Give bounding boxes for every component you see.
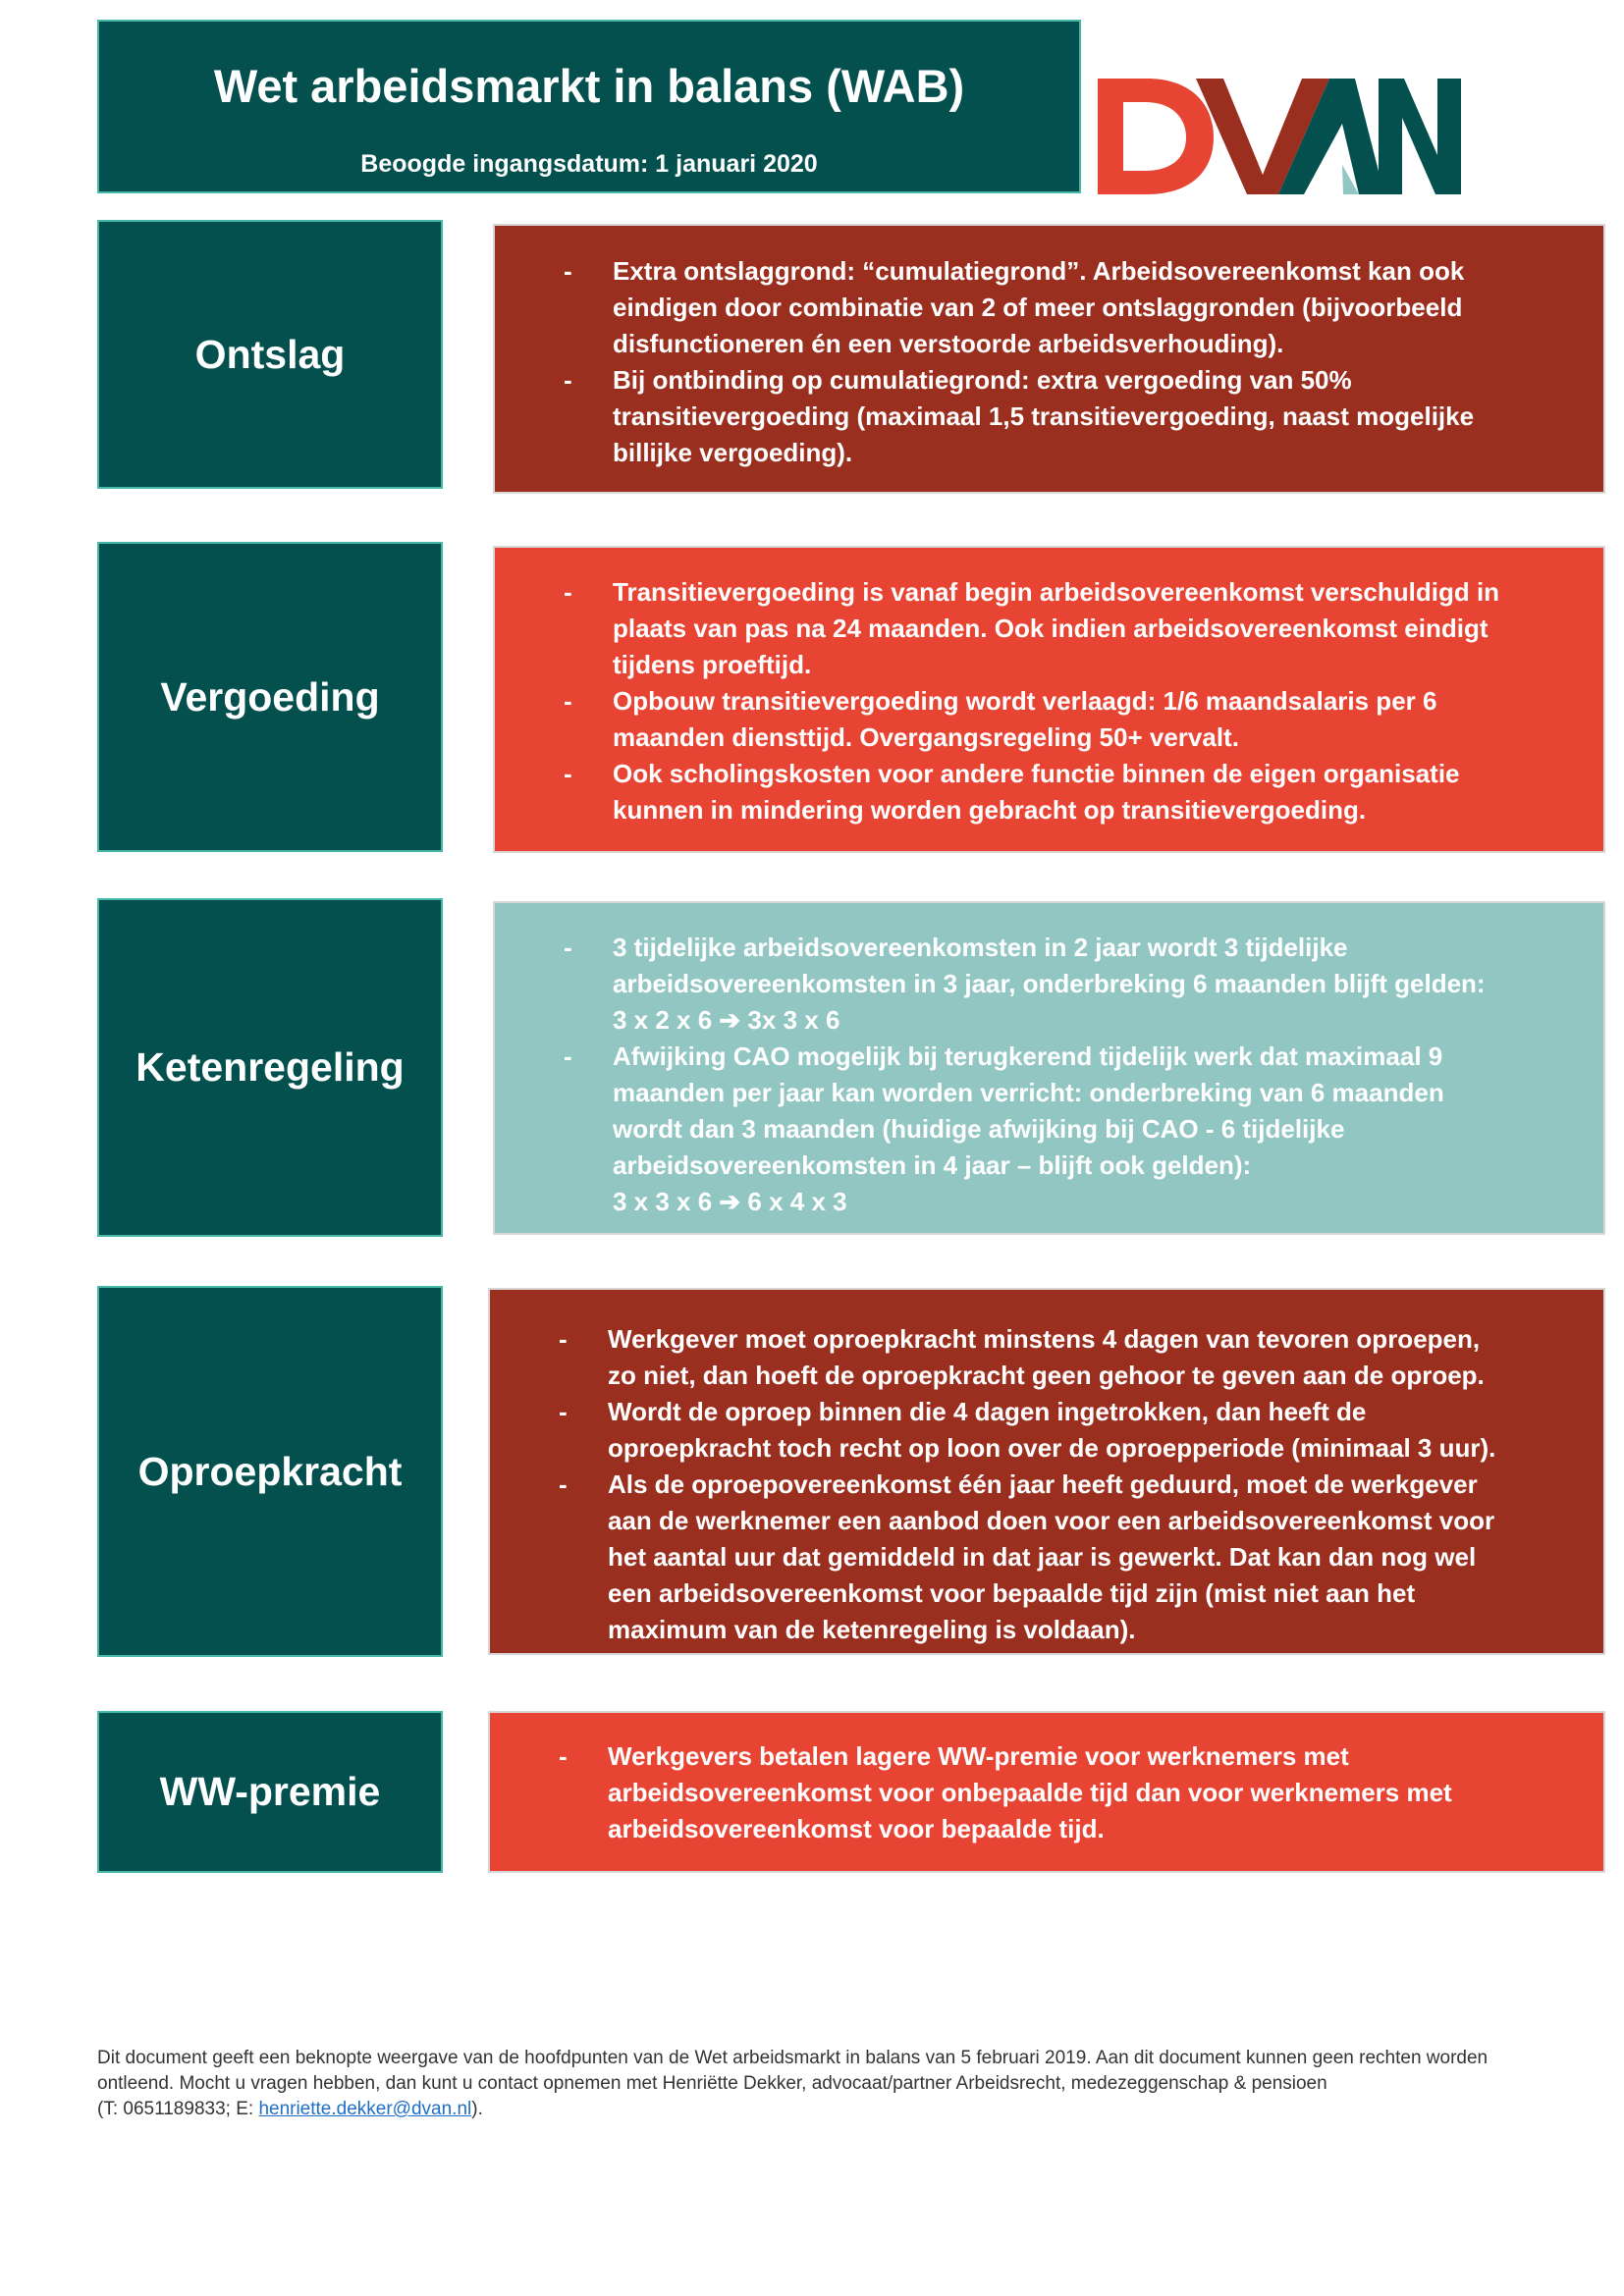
document-subtitle: Beoogde ingangsdatum: 1 januari 2020: [360, 150, 818, 178]
bullet-dash: -: [559, 1397, 568, 1426]
bullet-dash: -: [559, 1324, 568, 1354]
bullet-dash: -: [564, 365, 572, 395]
bullet-line: 3 x 2 x 6 ➔ 3x 3 x 6: [613, 1005, 840, 1035]
section-label-text: Vergoeding: [160, 673, 380, 720]
document-header: [97, 20, 1081, 193]
bullet-item: [495, 930, 1603, 1039]
bullet-line: plaats van pas na 24 maanden. Ook indien arbeidsovereenkomst eindigt: [613, 614, 1489, 643]
bullet-line: het aantal uur dat gemiddeld in dat jaar is gewerkt. Dat kan dan nog wel: [608, 1542, 1477, 1572]
bullet-line: billijke vergoeding).: [613, 438, 853, 467]
section-label-ontslag: [97, 220, 443, 489]
contact-phone-text: (T: 0651189833; E:: [97, 2099, 259, 2119]
bullet-item: [490, 1467, 1603, 1648]
bullet-line: Bij ontbinding op cumulatiegrond: extra vergoeding van 50%: [613, 365, 1352, 395]
bullet-item: [490, 1738, 1603, 1847]
section-label-vergoeding: [97, 542, 443, 852]
section-content-vergoeding: [493, 546, 1605, 853]
bullet-line: arbeidsovereenkomst voor bepaalde tijd.: [608, 1814, 1105, 1843]
disclaimer-line: ontleend. Mocht u vragen hebben, dan kunt u contact opnemen met Henriëtte Dekker, advocaat/partner Arbeidsrecht, medezeggenschap & pensioen: [97, 2073, 1327, 2094]
bullet-line: zo niet, dan hoeft de oproepkracht geen gehoor te geven aan de oproep.: [608, 1361, 1485, 1390]
bullet-line: aan de werknemer een aanbod doen voor een arbeidsovereenkomst voor: [608, 1506, 1495, 1535]
bullet-line: oproepkracht toch recht op loon over de oproepperiode (minimaal 3 uur).: [608, 1433, 1496, 1463]
email-link[interactable]: henriette.dekker@dvan.nl: [258, 2099, 472, 2119]
bullet-line: Werkgever moet oproepkracht minstens 4 dagen van tevoren oproepen,: [608, 1324, 1481, 1354]
bullet-line: disfunctioneren én een verstoorde arbeidsverhouding).: [613, 329, 1284, 358]
bullet-line: kunnen in mindering worden gebracht op transitievergoeding.: [613, 795, 1367, 825]
bullet-line: arbeidsovereenkomsten in 3 jaar, onderbreking 6 maanden blijft gelden:: [613, 969, 1486, 998]
bullet-item: [495, 574, 1603, 683]
bullet-dash: -: [564, 256, 572, 286]
bullet-line: Wordt de oproep binnen die 4 dagen ingetrokken, dan heeft de: [608, 1397, 1367, 1426]
bullet-item: [495, 683, 1603, 756]
bullet-item: [495, 756, 1603, 828]
bullet-dash: -: [564, 577, 572, 607]
bullet-line: Transitievergoeding is vanaf begin arbeidsovereenkomst verschuldigd in: [613, 577, 1500, 607]
bullet-line: 3 x 3 x 6 ➔ 6 x 4 x 3: [613, 1187, 847, 1216]
bullet-line: Afwijking CAO mogelijk bij terugkerend tijdelijk werk dat maximaal 9: [613, 1041, 1443, 1071]
bullet-dash: -: [559, 1741, 568, 1771]
section-label-oproepkracht: [97, 1286, 443, 1657]
bullet-line: arbeidsovereenkomst voor onbepaalde tijd dan voor werknemers met: [608, 1778, 1452, 1807]
disclaimer-footer: [97, 2046, 1599, 2122]
section-content-ketenregeling: [493, 901, 1605, 1235]
section-label-text: Ontslag: [194, 331, 346, 377]
section-label-text: Ketenregeling: [135, 1044, 405, 1090]
bullet-line: maanden diensttijd. Overgangsregeling 50+ vervalt.: [613, 722, 1239, 752]
bullet-line: Opbouw transitievergoeding wordt verlaagd: 1/6 maandsalaris per 6: [613, 686, 1437, 716]
section-content-oproepkracht: [488, 1288, 1605, 1655]
section-content-ww-premie: [488, 1711, 1605, 1873]
bullet-line: tijdens proeftijd.: [613, 650, 812, 679]
section-label-text: Oproepkracht: [137, 1448, 403, 1494]
bullet-line: maanden per jaar kan worden verricht: onderbreking van 6 maanden: [613, 1078, 1444, 1107]
bullet-line: een arbeidsovereenkomst voor bepaalde tijd zijn (mist niet aan het: [608, 1578, 1416, 1608]
bullet-item: [490, 1321, 1603, 1394]
bullet-line: arbeidsovereenkomsten in 4 jaar – blijft ook gelden):: [613, 1150, 1252, 1180]
document-title: Wet arbeidsmarkt in balans (WAB): [213, 60, 965, 112]
disclaimer-line: Dit document geeft een beknopte weergave van de hoofdpunten van de Wet arbeidsmarkt in balans van 5 februari 2019. Aan dit document kunnen geen rechten worden: [97, 2048, 1489, 2068]
bullet-line: maximum van de ketenregeling is voldaan).: [608, 1615, 1136, 1644]
bullet-item: [495, 253, 1603, 362]
section-label-ketenregeling: [97, 898, 443, 1237]
section-label-ww-premie: [97, 1711, 443, 1873]
bullet-dash: -: [559, 1469, 568, 1499]
bullet-line: 3 tijdelijke arbeidsovereenkomsten in 2 jaar wordt 3 tijdelijke: [613, 933, 1348, 962]
contact-line: [97, 2097, 1599, 2122]
contact-line-end: ).: [471, 2099, 483, 2119]
bullet-line: Als de oproepovereenkomst één jaar heeft geduurd, moet de werkgever: [608, 1469, 1478, 1499]
bullet-line: eindigen door combinatie van 2 of meer ontslaggronden (bijvoorbeeld: [613, 293, 1463, 322]
bullet-item: [495, 1039, 1603, 1220]
bullet-item: [495, 362, 1603, 471]
bullet-dash: -: [564, 933, 572, 962]
section-content-ontslag: [493, 224, 1605, 494]
bullet-line: transitievergoeding (maximaal 1,5 transitievergoeding, naast mogelijke: [613, 401, 1475, 431]
bullet-line: Extra ontslaggrond: “cumulatiegrond”. Arbeidsovereenkomst kan ook: [613, 256, 1465, 286]
bullet-line: wordt dan 3 maanden (huidige afwijking bij CAO - 6 tijdelijke: [613, 1114, 1345, 1144]
section-label-text: WW-premie: [159, 1769, 381, 1814]
bullet-dash: -: [564, 759, 572, 788]
bullet-dash: -: [564, 1041, 572, 1071]
bullet-line: Werkgevers betalen lagere WW-premie voor werknemers met: [608, 1741, 1349, 1771]
bullet-line: Ook scholingskosten voor andere functie binnen de eigen organisatie: [613, 759, 1460, 788]
dvan-logo: [1098, 77, 1461, 196]
bullet-dash: -: [564, 686, 572, 716]
bullet-item: [490, 1394, 1603, 1467]
